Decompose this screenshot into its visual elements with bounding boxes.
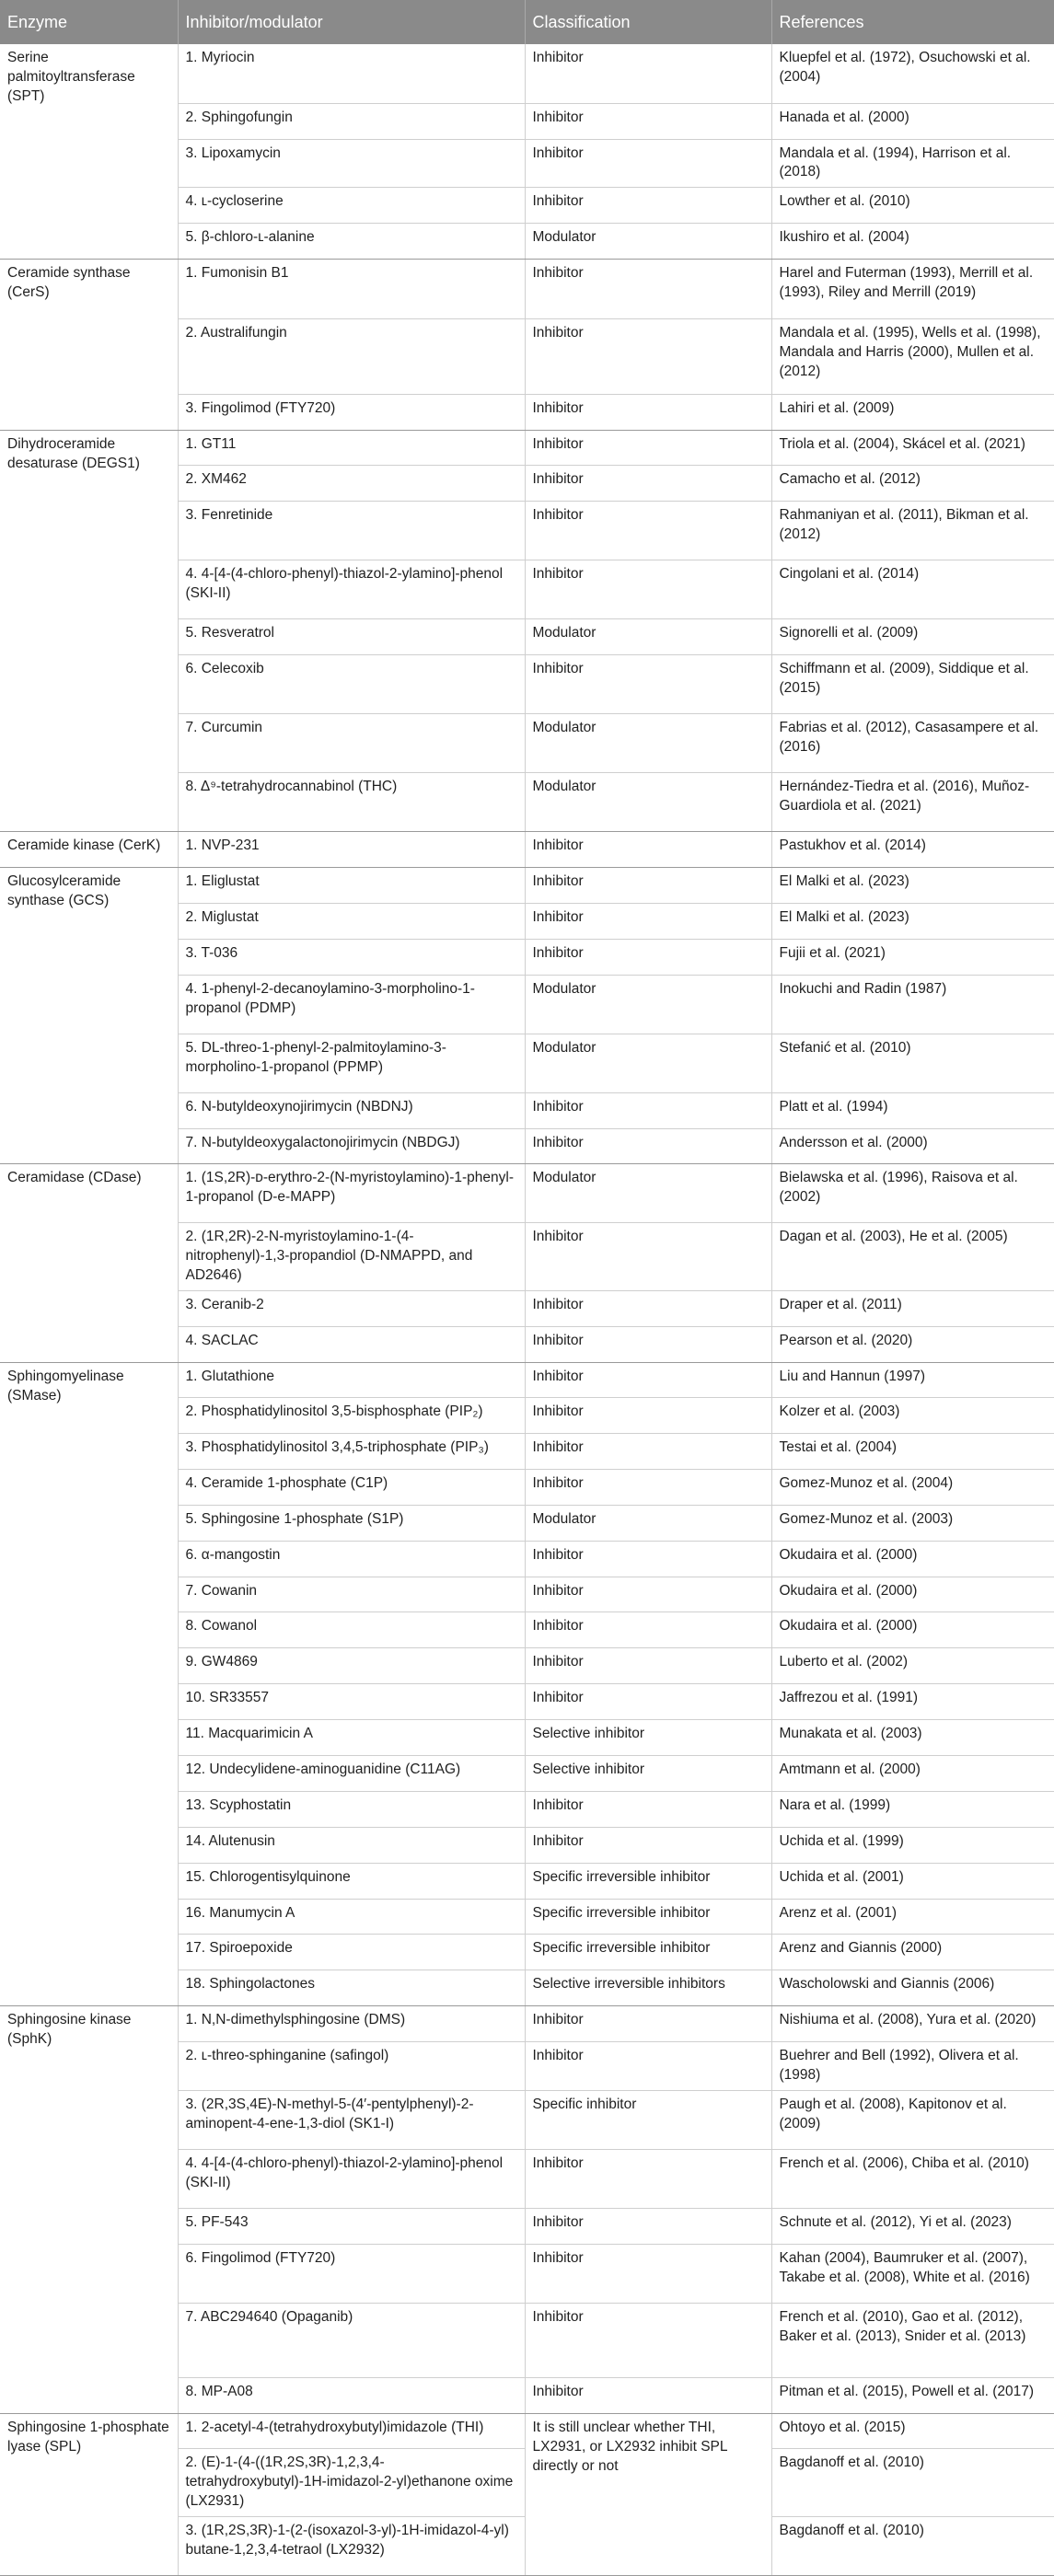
- classification-cell: Inhibitor: [525, 466, 771, 502]
- references-cell: Camacho et al. (2012): [771, 466, 1054, 502]
- references-cell: Kahan (2004), Baumruker et al. (2007), Takabe et al. (2008), White et al. (2016): [771, 2244, 1054, 2303]
- inhibitor-cell: 1. Eliglustat: [178, 868, 525, 904]
- references-cell: Harel and Futerman (1993), Merrill et al. (1993), Riley and Merrill (2019): [771, 260, 1054, 319]
- references-cell: Uchida et al. (1999): [771, 1828, 1054, 1864]
- classification-cell: Inhibitor: [525, 1792, 771, 1828]
- inhibitor-cell: 1. Glutathione: [178, 1363, 525, 1398]
- classification-cell: Inhibitor: [525, 1612, 771, 1648]
- table-row: [0, 2006, 1054, 2042]
- references-cell: Munakata et al. (2003): [771, 1720, 1054, 1756]
- inhibitor-cell: 2. Australifungin: [178, 319, 525, 395]
- classification-cell: Inhibitor: [525, 1363, 771, 1398]
- inhibitor-cell: 2. (E)-1-(4-((1R,2S,3R)-1,2,3,4-tetrahydroxybutyl)-1H-imidazol-2-yl)ethanone oxime (LX2931): [178, 2448, 525, 2516]
- inhibitor-cell: 5. β-chloro-ʟ-alanine: [178, 224, 525, 260]
- classification-cell: Inhibitor: [525, 940, 771, 976]
- inhibitor-cell: 3. Fenretinide: [178, 502, 525, 560]
- references-cell: Buehrer and Bell (1992), Olivera et al. (1998): [771, 2042, 1054, 2091]
- inhibitor-cell: 8. Δ⁹-tetrahydrocannabinol (THC): [178, 773, 525, 832]
- references-cell: Gomez-Munoz et al. (2003): [771, 1506, 1054, 1542]
- enzyme-cell: Ceramide synthase (CerS): [0, 260, 178, 431]
- enzyme-cell: Sphingosine 1-phosphate lyase (SPL): [0, 2413, 178, 2575]
- references-cell: Uchida et al. (2001): [771, 1864, 1054, 1900]
- references-cell: French et al. (2010), Gao et al. (2012), Baker et al. (2013), Snider et al. (2013): [771, 2303, 1054, 2377]
- references-cell: Okudaira et al. (2000): [771, 1612, 1054, 1648]
- references-cell: Bagdanoff et al. (2010): [771, 2516, 1054, 2575]
- references-cell: Bielawska et al. (1996), Raisova et al. (2002): [771, 1164, 1054, 1223]
- enzyme-cell: Sphingosine kinase (SphK): [0, 2006, 178, 2414]
- classification-cell: Inhibitor: [525, 2042, 771, 2091]
- classification-cell: Modulator: [525, 976, 771, 1034]
- inhibitor-cell: 4. ʟ-cycloserine: [178, 188, 525, 224]
- references-cell: El Malki et al. (2023): [771, 904, 1054, 940]
- references-cell: French et al. (2006), Chiba et al. (2010): [771, 2149, 1054, 2208]
- references-cell: Schnute et al. (2012), Yi et al. (2023): [771, 2208, 1054, 2244]
- references-cell: Okudaira et al. (2000): [771, 1577, 1054, 1612]
- references-cell: Triola et al. (2004), Skácel et al. (2021): [771, 431, 1054, 466]
- classification-cell: Inhibitor: [525, 139, 771, 188]
- inhibitor-cell: 2. (1R,2R)-2-N-myristoylamino-1-(4-nitrophenyl)-1,3-propandiol (D-NMAPPD, and AD2646): [178, 1223, 525, 1291]
- header-row: [0, 0, 1054, 44]
- header-inhibitor: Inhibitor/modulator: [178, 0, 525, 44]
- table-body: [0, 44, 1054, 2575]
- classification-cell: Inhibitor: [525, 1648, 771, 1684]
- inhibitor-cell: 1. 2-acetyl-4-(tetrahydroxybutyl)imidazole (THI): [178, 2413, 525, 2448]
- table-row: [0, 868, 1054, 904]
- classification-cell: Inhibitor: [525, 2208, 771, 2244]
- inhibitor-cell: 14. Alutenusin: [178, 1828, 525, 1864]
- classification-cell: It is still unclear whether THI, LX2931, or LX2932 inhibit SPL directly or not: [525, 2413, 771, 2575]
- inhibitor-cell: 13. Scyphostatin: [178, 1792, 525, 1828]
- references-cell: Signorelli et al. (2009): [771, 619, 1054, 655]
- classification-cell: Modulator: [525, 224, 771, 260]
- inhibitor-cell: 7. Curcumin: [178, 714, 525, 773]
- references-cell: Paugh et al. (2008), Kapitonov et al. (2009): [771, 2090, 1054, 2149]
- inhibitor-cell: 6. N-butyldeoxynojirimycin (NBDNJ): [178, 1093, 525, 1129]
- classification-cell: Inhibitor: [525, 655, 771, 714]
- inhibitor-cell: 10. SR33557: [178, 1684, 525, 1720]
- classification-cell: Inhibitor: [525, 868, 771, 904]
- references-cell: Kluepfel et al. (1972), Osuchowski et al. (2004): [771, 44, 1054, 103]
- inhibitor-cell: 1. GT11: [178, 431, 525, 466]
- inhibitor-cell: 2. Miglustat: [178, 904, 525, 940]
- inhibitor-cell: 5. Sphingosine 1-phosphate (S1P): [178, 1506, 525, 1542]
- classification-cell: Inhibitor: [525, 1223, 771, 1291]
- references-cell: Pastukhov et al. (2014): [771, 832, 1054, 868]
- header-references: References: [771, 0, 1054, 44]
- classification-cell: Inhibitor: [525, 1828, 771, 1864]
- classification-cell: Specific inhibitor: [525, 2090, 771, 2149]
- inhibitor-cell: 2. XM462: [178, 466, 525, 502]
- inhibitor-cell: 12. Undecylidene-aminoguanidine (C11AG): [178, 1756, 525, 1792]
- references-cell: Mandala et al. (1995), Wells et al. (1998), Mandala and Harris (2000), Mullen et al. (2012): [771, 319, 1054, 395]
- inhibitor-cell: 2. Sphingofungin: [178, 103, 525, 139]
- classification-cell: Inhibitor: [525, 1291, 771, 1327]
- references-cell: Lahiri et al. (2009): [771, 395, 1054, 431]
- references-cell: Gomez-Munoz et al. (2004): [771, 1470, 1054, 1506]
- inhibitor-cell: 6. α-mangostin: [178, 1542, 525, 1577]
- inhibitor-cell: 15. Chlorogentisylquinone: [178, 1864, 525, 1900]
- inhibitor-cell: 4. Ceramide 1-phosphate (C1P): [178, 1470, 525, 1506]
- enzyme-cell: Dihydroceramide desaturase (DEGS1): [0, 431, 178, 832]
- inhibitor-cell: 4. 4-[4-(4-chloro-phenyl)-thiazol-2-ylamino]-phenol (SKI-II): [178, 2149, 525, 2208]
- references-cell: Testai et al. (2004): [771, 1434, 1054, 1470]
- inhibitor-cell: 3. (2R,3S,4E)-N-methyl-5-(4′-pentylphenyl)-2-aminopent-4-ene-1,3-diol (SK1-I): [178, 2090, 525, 2149]
- classification-cell: Inhibitor: [525, 319, 771, 395]
- inhibitor-cell: 16. Manumycin A: [178, 1900, 525, 1935]
- inhibitor-cell: 3. Fingolimod (FTY720): [178, 395, 525, 431]
- references-cell: Hanada et al. (2000): [771, 103, 1054, 139]
- classification-cell: Inhibitor: [525, 1434, 771, 1470]
- table-row: [0, 431, 1054, 466]
- classification-cell: Selective irreversible inhibitors: [525, 1970, 771, 2006]
- references-cell: Kolzer et al. (2003): [771, 1398, 1054, 1434]
- references-cell: Lowther et al. (2010): [771, 188, 1054, 224]
- references-cell: Bagdanoff et al. (2010): [771, 2448, 1054, 2516]
- table-row: [0, 44, 1054, 103]
- classification-cell: Modulator: [525, 773, 771, 832]
- header-classification: Classification: [525, 0, 771, 44]
- enzyme-cell: Serine palmitoyltransferase (SPT): [0, 44, 178, 260]
- classification-cell: Inhibitor: [525, 832, 771, 868]
- inhibitor-cell: 3. Phosphatidylinositol 3,4,5-triphosphate (PIP₃): [178, 1434, 525, 1470]
- inhibitor-cell: 9. GW4869: [178, 1648, 525, 1684]
- table-row: [0, 832, 1054, 868]
- inhibitor-cell: 8. Cowanol: [178, 1612, 525, 1648]
- classification-cell: Specific irreversible inhibitor: [525, 1864, 771, 1900]
- inhibitor-cell: 4. SACLAC: [178, 1327, 525, 1363]
- classification-cell: Modulator: [525, 619, 771, 655]
- references-cell: Ikushiro et al. (2004): [771, 224, 1054, 260]
- inhibitor-cell: 18. Sphingolactones: [178, 1970, 525, 2006]
- header-enzyme: Enzyme: [0, 0, 178, 44]
- references-cell: Ohtoyo et al. (2015): [771, 2413, 1054, 2448]
- references-cell: Draper et al. (2011): [771, 1291, 1054, 1327]
- inhibitor-cell: 2. ʟ-threo-sphinganine (safingol): [178, 2042, 525, 2091]
- classification-cell: Inhibitor: [525, 560, 771, 619]
- references-cell: Mandala et al. (1994), Harrison et al. (2018): [771, 139, 1054, 188]
- classification-cell: Inhibitor: [525, 2006, 771, 2042]
- inhibitor-cell: 5. DL-threo-1-phenyl-2-palmitoylamino-3-morpholino-1-propanol (PPMP): [178, 1034, 525, 1093]
- classification-cell: Inhibitor: [525, 1093, 771, 1129]
- inhibitor-cell: 3. T-036: [178, 940, 525, 976]
- enzyme-cell: Ceramide kinase (CerK): [0, 832, 178, 868]
- references-cell: Liu and Hannun (1997): [771, 1363, 1054, 1398]
- classification-cell: Modulator: [525, 714, 771, 773]
- inhibitor-cell: 3. (1R,2S,3R)-1-(2-(isoxazol-3-yl)-1H-imidazol-4-yl) butane-1,2,3,4-tetraol (LX2932): [178, 2516, 525, 2575]
- inhibitor-cell: 2. Phosphatidylinositol 3,5-bisphosphate (PIP₂): [178, 1398, 525, 1434]
- inhibitor-cell: 7. Cowanin: [178, 1577, 525, 1612]
- classification-cell: Inhibitor: [525, 2377, 771, 2413]
- inhibitor-cell: 17. Spiroepoxide: [178, 1935, 525, 1970]
- inhibitor-cell: 4. 4-[4-(4-chloro-phenyl)-thiazol-2-ylamino]-phenol (SKI-II): [178, 560, 525, 619]
- inhibitor-cell: 1. NVP-231: [178, 832, 525, 868]
- classification-cell: Inhibitor: [525, 1577, 771, 1612]
- inhibitor-cell: 3. Lipoxamycin: [178, 139, 525, 188]
- references-cell: Platt et al. (1994): [771, 1093, 1054, 1129]
- inhibitor-cell: 1. Fumonisin B1: [178, 260, 525, 319]
- references-cell: Fujii et al. (2021): [771, 940, 1054, 976]
- inhibitor-cell: 1. Myriocin: [178, 44, 525, 103]
- inhibitor-cell: 7. N-butyldeoxygalactonojirimycin (NBDGJ): [178, 1129, 525, 1164]
- classification-cell: Inhibitor: [525, 502, 771, 560]
- references-cell: El Malki et al. (2023): [771, 868, 1054, 904]
- references-cell: Cingolani et al. (2014): [771, 560, 1054, 619]
- references-cell: Nara et al. (1999): [771, 1792, 1054, 1828]
- classification-cell: Modulator: [525, 1506, 771, 1542]
- classification-cell: Inhibitor: [525, 2244, 771, 2303]
- inhibitor-cell: 7. ABC294640 (Opaganib): [178, 2303, 525, 2377]
- table-row: [0, 2413, 1054, 2448]
- references-cell: Arenz et al. (2001): [771, 1900, 1054, 1935]
- classification-cell: Inhibitor: [525, 1398, 771, 1434]
- references-cell: Rahmaniyan et al. (2011), Bikman et al. (2012): [771, 502, 1054, 560]
- references-cell: Pitman et al. (2015), Powell et al. (2017): [771, 2377, 1054, 2413]
- classification-cell: Inhibitor: [525, 2303, 771, 2377]
- classification-cell: Inhibitor: [525, 260, 771, 319]
- references-cell: Okudaira et al. (2000): [771, 1542, 1054, 1577]
- references-cell: Hernández-Tiedra et al. (2016), Muñoz-Guardiola et al. (2021): [771, 773, 1054, 832]
- references-cell: Dagan et al. (2003), He et al. (2005): [771, 1223, 1054, 1291]
- classification-cell: Inhibitor: [525, 1542, 771, 1577]
- references-cell: Pearson et al. (2020): [771, 1327, 1054, 1363]
- table-row: [0, 1363, 1054, 1398]
- inhibitor-cell: 6. Fingolimod (FTY720): [178, 2244, 525, 2303]
- classification-cell: Inhibitor: [525, 1129, 771, 1164]
- classification-cell: Inhibitor: [525, 431, 771, 466]
- inhibitor-cell: 1. (1S,2R)-ᴅ-erythro-2-(N-myristoylamino)-1-phenyl-1-propanol (D-e-MAPP): [178, 1164, 525, 1223]
- references-cell: Amtmann et al. (2000): [771, 1756, 1054, 1792]
- references-cell: Stefanić et al. (2010): [771, 1034, 1054, 1093]
- enzyme-cell: Ceramidase (CDase): [0, 1164, 178, 1363]
- classification-cell: Inhibitor: [525, 1327, 771, 1363]
- references-cell: Fabrias et al. (2012), Casasampere et al. (2016): [771, 714, 1054, 773]
- inhibitor-cell: 11. Macquarimicin A: [178, 1720, 525, 1756]
- references-cell: Nishiuma et al. (2008), Yura et al. (2020): [771, 2006, 1054, 2042]
- classification-cell: Inhibitor: [525, 1470, 771, 1506]
- references-cell: Arenz and Giannis (2000): [771, 1935, 1054, 1970]
- classification-cell: Inhibitor: [525, 2149, 771, 2208]
- references-cell: Luberto et al. (2002): [771, 1648, 1054, 1684]
- classification-cell: Specific irreversible inhibitor: [525, 1935, 771, 1970]
- classification-cell: Inhibitor: [525, 188, 771, 224]
- classification-cell: Inhibitor: [525, 904, 771, 940]
- references-cell: Jaffrezou et al. (1991): [771, 1684, 1054, 1720]
- inhibitor-cell: 4. 1-phenyl-2-decanoylamino-3-morpholino-1-propanol (PDMP): [178, 976, 525, 1034]
- inhibitor-cell: 8. MP-A08: [178, 2377, 525, 2413]
- inhibitor-cell: 3. Ceranib-2: [178, 1291, 525, 1327]
- inhibitor-cell: 5. PF-543: [178, 2208, 525, 2244]
- classification-cell: Inhibitor: [525, 103, 771, 139]
- enzyme-cell: Glucosylceramide synthase (GCS): [0, 868, 178, 1164]
- references-cell: Andersson et al. (2000): [771, 1129, 1054, 1164]
- inhibitor-cell: 5. Resveratrol: [178, 619, 525, 655]
- references-cell: Wascholowski and Giannis (2006): [771, 1970, 1054, 2006]
- classification-cell: Modulator: [525, 1034, 771, 1093]
- table-row: [0, 260, 1054, 319]
- references-cell: Inokuchi and Radin (1987): [771, 976, 1054, 1034]
- classification-cell: Specific irreversible inhibitor: [525, 1900, 771, 1935]
- enzyme-cell: Sphingomyelinase (SMase): [0, 1363, 178, 2006]
- inhibitor-cell: 1. N,N-dimethylsphingosine (DMS): [178, 2006, 525, 2042]
- classification-cell: Modulator: [525, 1164, 771, 1223]
- classification-cell: Selective inhibitor: [525, 1756, 771, 1792]
- classification-cell: Inhibitor: [525, 44, 771, 103]
- classification-cell: Inhibitor: [525, 395, 771, 431]
- classification-cell: Inhibitor: [525, 1684, 771, 1720]
- references-cell: Schiffmann et al. (2009), Siddique et al. (2015): [771, 655, 1054, 714]
- classification-cell: Selective inhibitor: [525, 1720, 771, 1756]
- inhibitor-cell: 6. Celecoxib: [178, 655, 525, 714]
- table-row: [0, 1164, 1054, 1223]
